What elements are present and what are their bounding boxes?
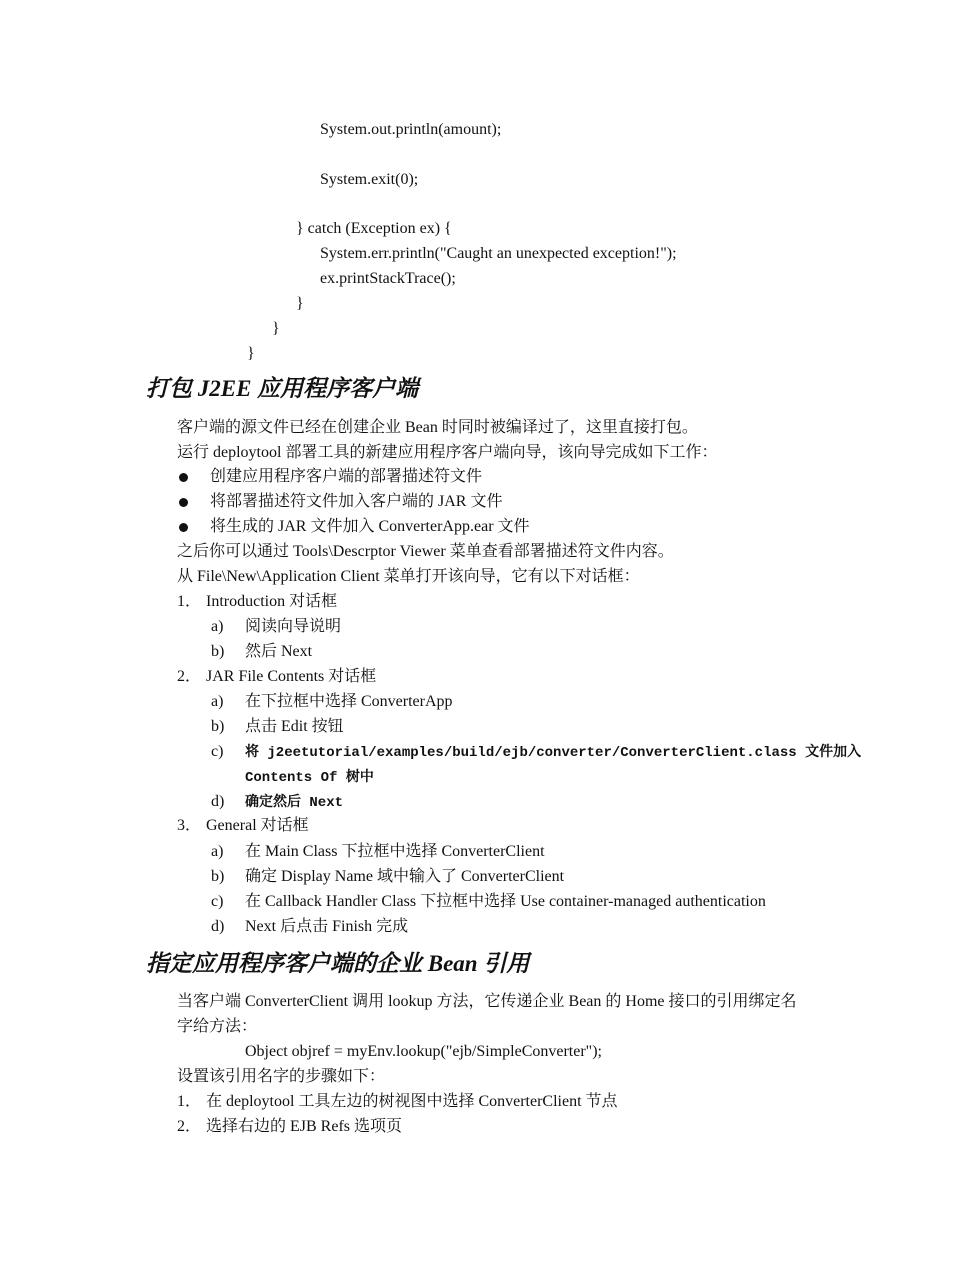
- substep-text: 在 Callback Handler Class 下拉框中选择 Use container-managed authentication: [245, 893, 766, 910]
- substep-text: 在 Main Class 下拉框中选择 ConverterClient: [245, 843, 545, 860]
- paragraph: 字给方法：: [177, 1018, 258, 1035]
- substep-letter: b): [211, 868, 225, 885]
- substep-letter: d): [211, 793, 225, 810]
- step-number: 2．: [177, 1118, 202, 1135]
- code-line: System.out.println(amount);: [320, 121, 502, 138]
- substep-text: 在下拉框中选择 ConverterApp: [245, 693, 453, 710]
- substep-text: 然后 Next: [245, 643, 313, 660]
- substep-letter: d): [211, 918, 225, 935]
- bullet-item: 创建应用程序客户端的部署描述符文件: [210, 468, 483, 485]
- code-line: System.exit(0);: [320, 171, 419, 188]
- substep-text: 将 j2eetutorial/examples/build/ejb/converter/ConverterClient.class 文件加入: [245, 745, 862, 761]
- code-line: } catch (Exception ex) {: [296, 220, 452, 237]
- code-line: Object objref = myEnv.lookup("ejb/SimpleConverter");: [245, 1043, 602, 1060]
- bullet-icon: [179, 523, 188, 532]
- step-label: General 对话框: [206, 817, 309, 834]
- substep-text: 阅读向导说明: [245, 618, 342, 635]
- substep-letter: c): [211, 743, 224, 760]
- bullet-item: 将部署描述符文件加入客户端的 JAR 文件: [210, 493, 503, 510]
- paragraph: 设置该引用名字的步骤如下：: [177, 1068, 386, 1085]
- bullet-icon: [179, 498, 188, 507]
- step-number: 2．: [177, 668, 202, 685]
- paragraph: 运行 deploytool 部署工具的新建应用程序客户端向导，该向导完成如下工作：: [177, 444, 718, 461]
- code-line: System.err.println("Caught an unexpected exception!");: [320, 245, 677, 262]
- substep-letter: a): [211, 693, 224, 710]
- bullet-item: 将生成的 JAR 文件加入 ConverterApp.ear 文件: [210, 518, 530, 535]
- step-number: 3．: [177, 817, 202, 834]
- substep-letter: b): [211, 718, 225, 735]
- substep-text: 点击 Edit 按钮: [245, 718, 344, 735]
- substep-text-continued: Contents Of 树中: [245, 770, 374, 786]
- substep-letter: a): [211, 843, 224, 860]
- step-label: Introduction 对话框: [206, 593, 338, 610]
- paragraph: 从 File\New\Application Client 菜单打开该向导，它有以下对话框：: [177, 568, 640, 585]
- substep-text: Next 后点击 Finish 完成: [245, 918, 409, 935]
- section-heading: 指定应用程序客户端的企业 Bean 引用: [146, 951, 530, 976]
- paragraph: 之后你可以通过 Tools\Descrptor Viewer 菜单查看部署描述符文件内容。: [177, 543, 674, 560]
- step-number: 1．: [177, 1093, 202, 1110]
- substep-text: 确定然后 Next: [245, 795, 344, 811]
- paragraph: 当客户端 ConverterClient 调用 lookup 方法，它传递企业 Bean 的 Home 接口的引用绑定名: [177, 993, 797, 1010]
- substep-letter: a): [211, 618, 224, 635]
- substep-text: 确定 Display Name 域中输入了 ConverterClient: [245, 868, 565, 885]
- step-text: 选择右边的 EJB Refs 选项页: [206, 1118, 403, 1135]
- substep-letter: c): [211, 893, 224, 910]
- step-label: JAR File Contents 对话框: [206, 668, 377, 685]
- step-number: 1．: [177, 593, 202, 610]
- code-line: ex.printStackTrace();: [320, 270, 456, 287]
- code-line: }: [272, 320, 280, 337]
- paragraph: 客户端的源文件已经在创建企业 Bean 时同时被编译过了，这里直接打包。: [177, 419, 698, 436]
- bullet-icon: [179, 473, 188, 482]
- section-heading: 打包 J2EE 应用程序客户端: [146, 376, 419, 401]
- code-line: }: [247, 345, 255, 362]
- step-text: 在 deploytool 工具左边的树视图中选择 ConverterClient 节点: [206, 1093, 618, 1110]
- code-line: }: [296, 295, 304, 312]
- substep-letter: b): [211, 643, 225, 660]
